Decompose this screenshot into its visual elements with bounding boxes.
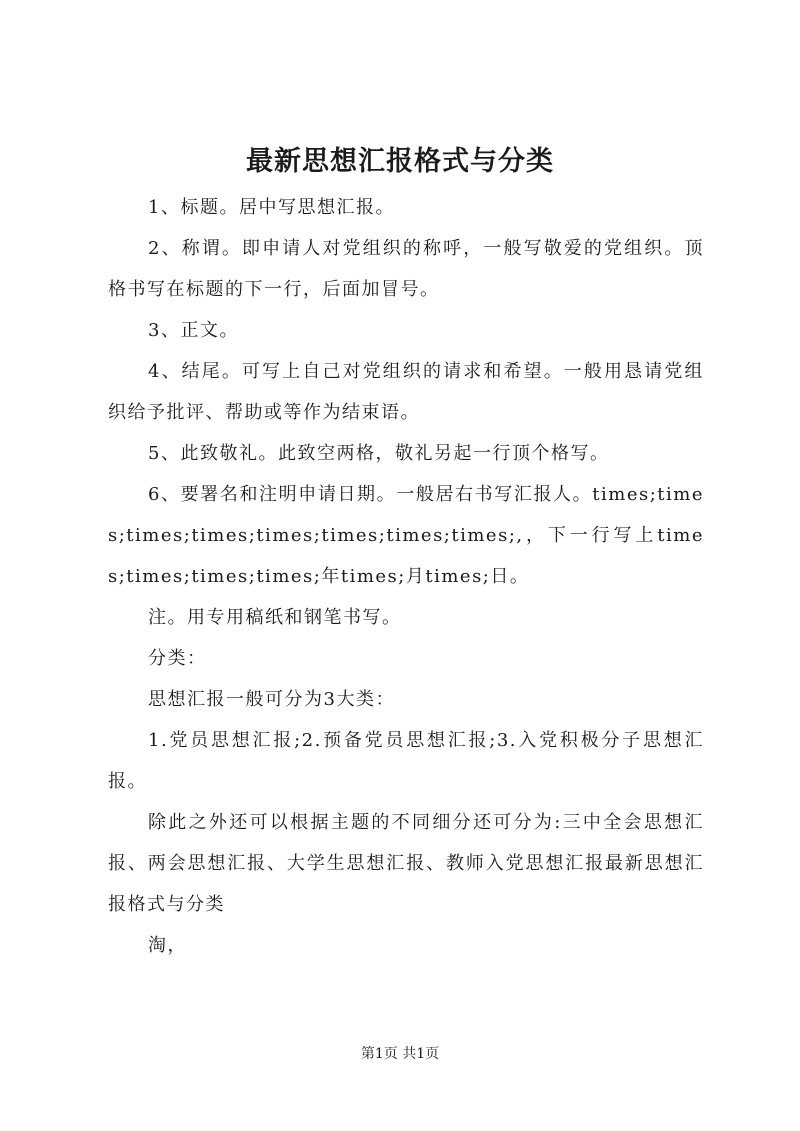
paragraph-signature-rule: 6、要署名和注明申请日期。一般居右书写汇报人。times;times;times;times;times;times;times;times;,，下一行写上times;times;times;times;年times;月times;日。 <box>108 484 704 587</box>
paragraph-category-list: 1.党员思想汇报;2.预备党员思想汇报;3.入党积极分子思想汇报。 <box>108 730 704 792</box>
paragraph-body-rule: 3、正文。 <box>148 320 239 341</box>
paragraph-ending-rule: 4、结尾。可写上自己对党组织的请求和希望。一般用恳请党组织给予批评、帮助或等作为结束语。 <box>108 361 704 423</box>
paragraph-subcategories: 除此之外还可以根据主题的不同细分还可分为:三中全会思想汇报、两会思想汇报、大学生思想汇报、教师入党思想汇报最新思想汇报格式与分类 <box>108 812 704 915</box>
paragraph-trailing: 淘， <box>148 935 187 956</box>
document-title: 最新思想汇报格式与分类 <box>246 146 554 177</box>
document-body <box>108 187 704 966</box>
paragraph-heading-rule: 1、标题。居中写思想汇报。 <box>148 197 395 218</box>
paragraph-salutation-rule: 2、称谓。即申请人对党组织的称呼，一般写敬爱的党组织。顶格书写在标题的下一行，后面加冒号。 <box>108 238 704 300</box>
paragraph-note: 注。用专用稿纸和钢笔书写。 <box>148 607 402 628</box>
paragraph-category-intro: 思想汇报一般可分为3大类： <box>148 689 395 710</box>
paragraph-category-heading: 分类： <box>148 648 207 669</box>
paragraph-closing-rule: 5、此致敬礼。此致空两格，敬礼另起一行顶个格写。 <box>148 443 610 464</box>
page-footer: 第1页 共1页 <box>360 1046 440 1062</box>
